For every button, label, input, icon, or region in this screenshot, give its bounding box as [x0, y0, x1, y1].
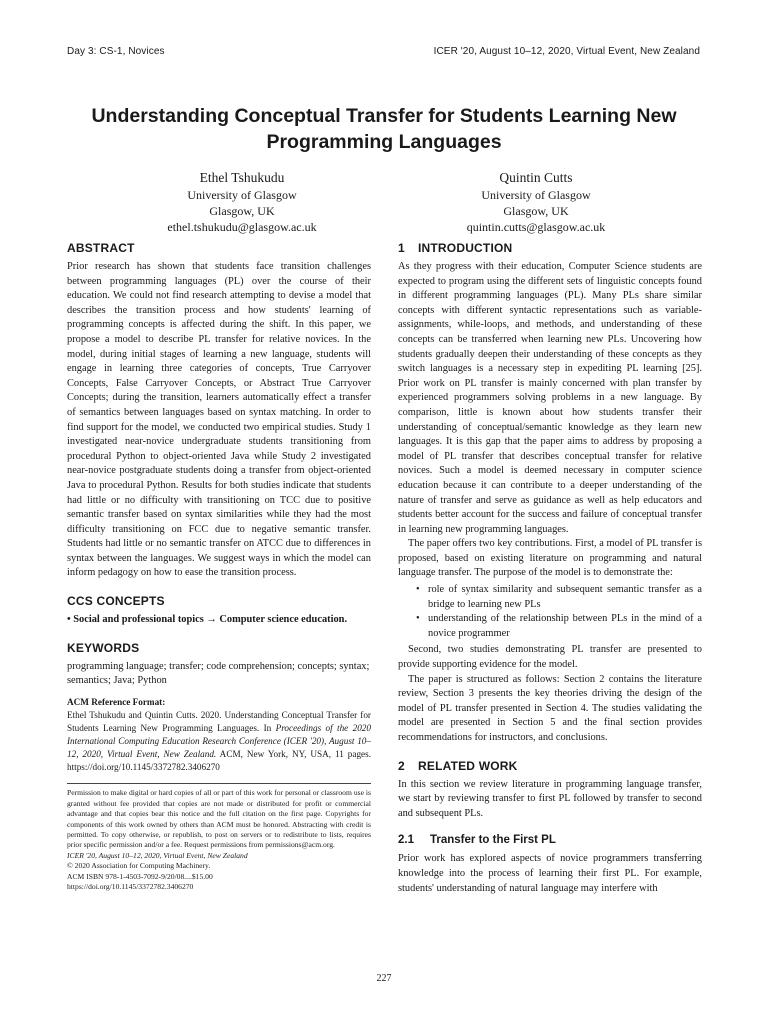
- permission-venue: [67, 851, 371, 861]
- author-affiliation: University of Glasgow: [187, 188, 297, 202]
- doi-line[interactable]: https://doi.org/10.1145/3372782.3406270: [67, 882, 194, 892]
- keywords-heading: KEYWORDS: [67, 640, 140, 655]
- running-header-left: Day 3: CS-1, Novices: [67, 46, 165, 57]
- subsection-heading: [398, 833, 702, 848]
- page-number: 227: [376, 973, 392, 984]
- right-column: [398, 240, 702, 896]
- bullet-icon: •: [416, 613, 420, 625]
- subsection-number: 2.1: [398, 834, 414, 847]
- subsection-title: Transfer to the First PL: [430, 834, 556, 847]
- contribution-list: [398, 583, 702, 641]
- author-block: [386, 169, 686, 235]
- author-email[interactable]: ethel.tshukudu@glasgow.ac.uk: [167, 220, 317, 234]
- section-title: INTRODUCTION: [418, 241, 513, 255]
- intro-paragraph: As they progress with their education, Computer Science students are expected to program using the different sets of linguistic concepts found in different programming languages (PL). Many PLs share similar concepts with different syntactic representations such as variable-assignments, while-loops, and methods, and understanding of these concepts can be transferred when learning new PLs. Uncovering how students gradually deepen their understanding of these concepts as they switch languages is a necessary step in expediting PL learning [25]. Prior work on PL transfer is mainly concerned with plan transfer by experienced programmers solving problems in a new language. By comparison, little is known about how students transfer their understanding of conceptual/semantic knowledge as they learn new languages. It is this gap that the paper aims to address by proposing a model of PL transfer that describes conceptual transfer for relative novices. Such a model is deemed necessary in computer science education because it can contribute to a deeper understanding of the nature of transfer and serve as guidance as well as help educators and students better account for the success and failure of conceptual transfer in learning new programming languages.: [398, 261, 702, 535]
- author-email[interactable]: quintin.cutts@glasgow.ac.uk: [466, 220, 606, 234]
- venue-italic: ICER '20, August 10–12, 2020, Virtual Event, New Zealand: [67, 850, 248, 860]
- author-name: Ethel Tshukudu: [199, 170, 285, 185]
- acm-ref-part: ACM, New York, NY, USA, 11 pages. https://doi.org/10.1145/3372782.3406270: [67, 749, 372, 773]
- author-location: Glasgow, UK: [209, 204, 275, 218]
- acm-ref-heading: ACM Reference Format:: [67, 696, 166, 707]
- author-block: [92, 169, 392, 235]
- bullet-icon: •: [416, 584, 420, 596]
- ccs-text: • Social and professional topics → Computer science education.: [67, 614, 348, 626]
- intro-paragraph: The paper is structured as follows: Section 2 contains the literature review, Section 3 presents the key theories driving the design of the model of PL transfer presented in Section 4. The studies validating the model are presented in Section 5 and the final section provides recommendations for instructors, and conclusions.: [398, 673, 702, 743]
- acm-ref-venue: Proceedings of the 2020 International Computing Education Research Conference (ICER '20), August 10–12, 2020, Virtual Event, New Zealand.: [67, 723, 371, 760]
- acm-ref-part: Ethel Tshukudu and Quintin Cutts. 2020. Understanding Conceptual Transfer for Students Learning New Programming Languages. In: [67, 710, 371, 734]
- author-name: Quintin Cutts: [499, 170, 573, 185]
- abstract-heading: ABSTRACT: [67, 241, 135, 255]
- keywords-text: programming language; transfer; code comprehension; concepts; syntax; semantics; Java; Python: [67, 660, 370, 687]
- section-number: 2: [398, 758, 405, 773]
- permission-text: Permission to make digital or hard copies of all or part of this work for personal or classroom use is granted without fee provided that copies are not made or distributed for profit or commercial advantage and that copies bear this notice and the full citation on the first page. Copyrights for components of this work owned by others than ACM must be honored. Abstracting with credit is permitted. To copy otherwise, or republish, to post on servers or to redistribute to lists, requires prior specific permission and/or a fee. Request permissions from permissions@acm.org.: [67, 788, 371, 850]
- related-heading: [398, 758, 702, 774]
- author-location: Glasgow, UK: [503, 204, 569, 218]
- list-item-text: understanding of the relationship between PLs in the mind of a novice programmer: [428, 613, 702, 639]
- author-affiliation: University of Glasgow: [481, 188, 591, 202]
- list-item: [416, 612, 702, 641]
- acm-ref-text: [67, 709, 371, 774]
- intro-heading: [398, 240, 702, 256]
- subsection-paragraph: Prior work has explored aspects of novice programmers transferring knowledge into the process of learning their first PL. For example, students' understanding of natural language may interfere with: [398, 853, 702, 894]
- intro-paragraph: The paper offers two key contributions. First, a model of PL transfer is proposed, based on existing literature on programming and natural language transfer. The purpose of the model is to demonstrate the:: [398, 538, 702, 579]
- copyright-line: © 2020 Association for Computing Machinery.: [67, 861, 211, 871]
- list-item: [416, 583, 702, 612]
- left-column: [67, 240, 371, 893]
- running-header-right: ICER '20, August 10–12, 2020, Virtual Event, New Zealand: [433, 46, 700, 57]
- related-paragraph: In this section we review literature in programming language transfer, we start by reviewing transfer to first PL followed by transfer to second and subsequent PLs.: [398, 778, 702, 819]
- permission-notice: [67, 788, 371, 892]
- abstract-text: Prior research has shown that students face transition challenges between programming languages (PL) over the course of their education. We could not find research attempting to devise a model that describes the transition process and how students' learning of programming concepts is affected during the shift. In this paper, we propose a model to describe PL transfer for relative novices. In the model, during initial stages of learning a new language, students will engage in learning three categories of concepts, True Carryover Concepts, False Carryover Concepts, or Abstract True Carryover Concepts; during the transition, learners automatically effect a transfer of semantics between languages based on syntax matching. In order to find support for the model, we conducted two empirical studies. Study 1 investigated near-novice undergraduate students transitioning from procedural Python to object-oriented Java while Study 2 investigated near-novice postgraduate students doing a transfer from object-oriented Java to procedural Python. Results for both studies indicate that students had little or no difficulty with transitioning on TCC due to positive semantic transfer based on syntax similarities while they had the most difficulty transitioning on FCC due to negative semantic transfer. Students had little or no semantic transfer on ATCC due to differences in syntax between the languages. We suggest ways in which the model can inform pedagogy on how to ease the transition process.: [67, 261, 371, 579]
- section-number: 1: [398, 241, 405, 255]
- intro-paragraph: Second, two studies demonstrating PL transfer are presented to provide supporting evidence for the model.: [398, 644, 702, 671]
- section-title: RELATED WORK: [418, 758, 518, 773]
- list-item-text: role of syntax similarity and subsequent semantic transfer as a bridge to learning new PLs: [428, 584, 702, 610]
- ccs-heading: CCS CONCEPTS: [67, 594, 165, 609]
- footnote-rule: [67, 783, 371, 784]
- paper-title: Understanding Conceptual Transfer for Students Learning New Programming Languages: [91, 105, 677, 153]
- isbn-line: ACM ISBN 978-1-4503-7092-9/20/08....$15.00: [67, 871, 213, 881]
